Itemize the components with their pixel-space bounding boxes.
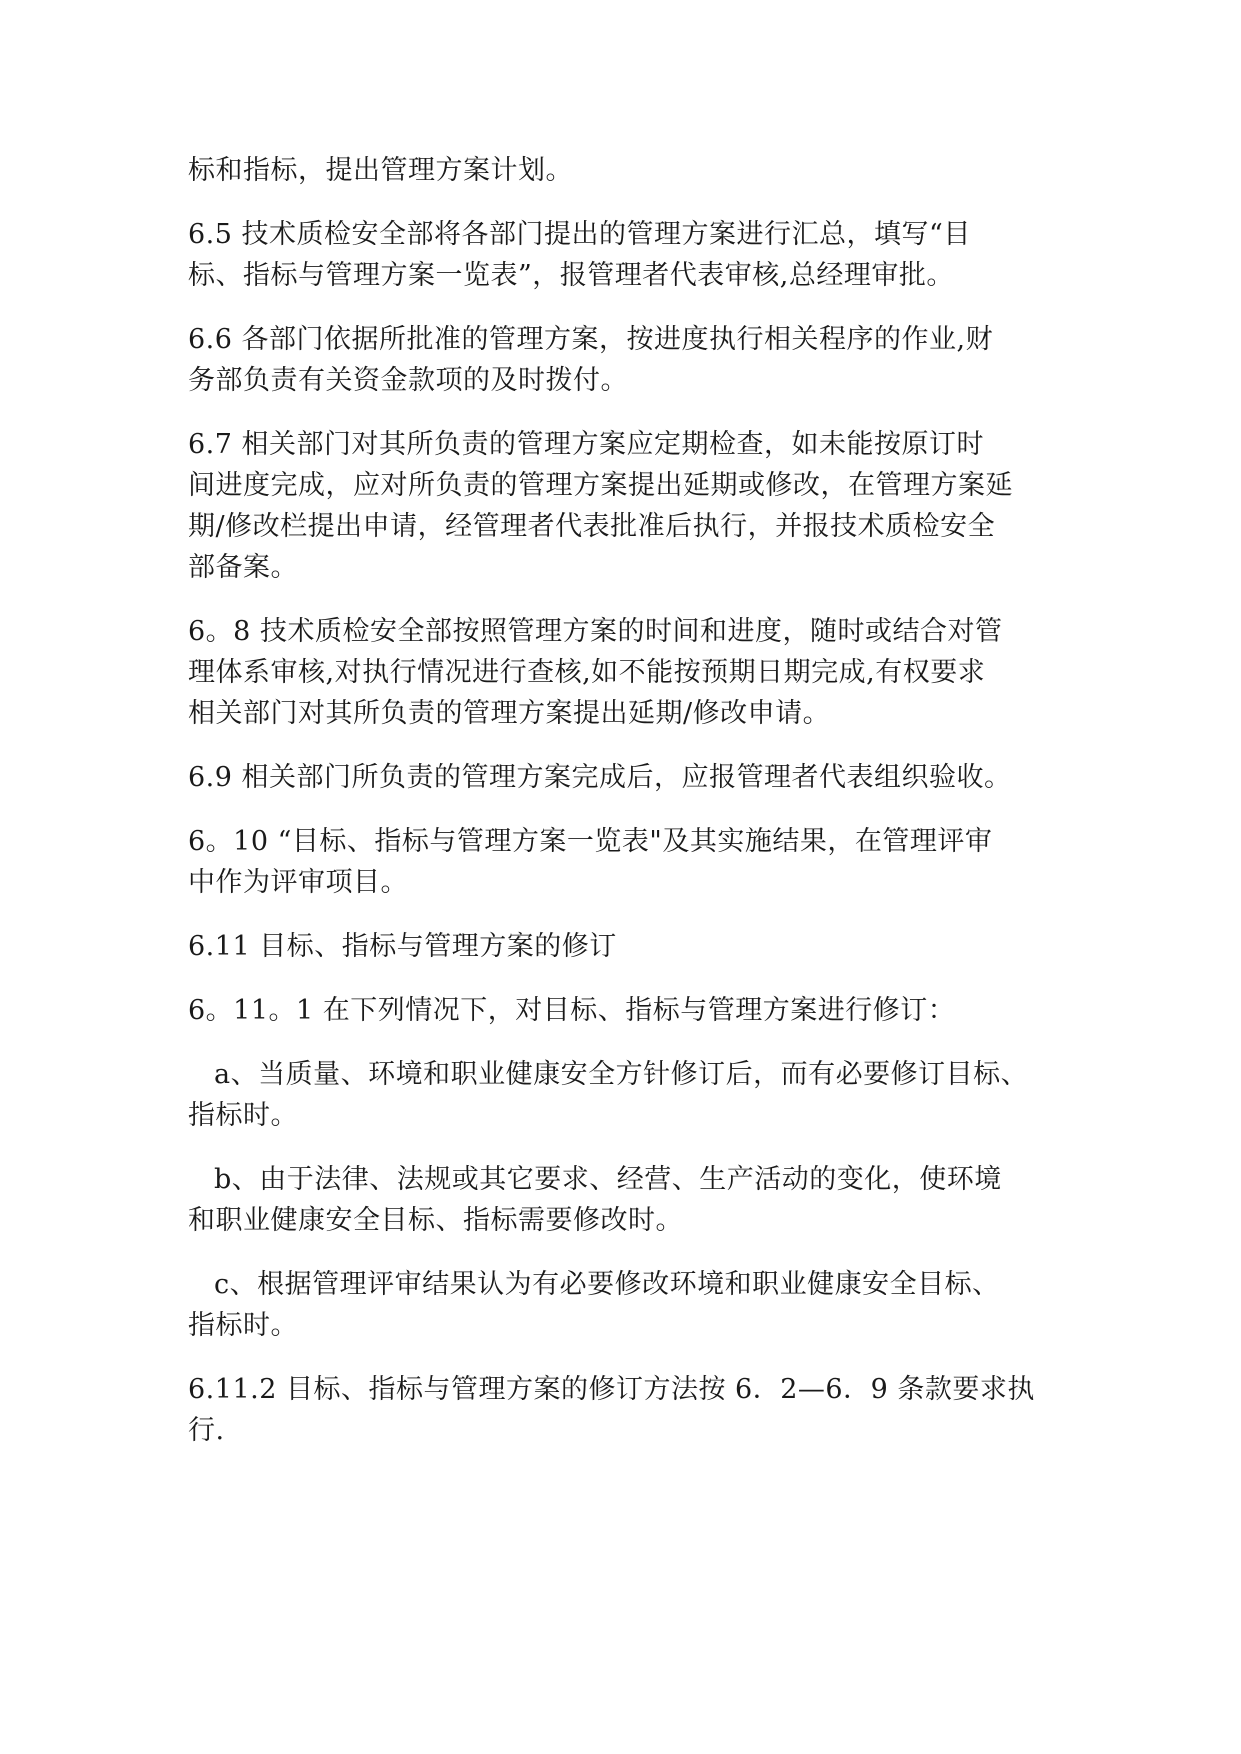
text-line: 6.5 技术质检安全部将各部门提出的管理方案进行汇总，填写“目 — [188, 219, 971, 250]
text-line: 6.7 相关部门对其所负责的管理方案应定期检查，如未能按原订时 — [188, 429, 985, 460]
text-line: 理体系审核,对执行情况进行查核,如不能按预期日期完成,有权要求 — [188, 657, 986, 688]
paragraph-6-6 — [188, 319, 1058, 401]
list-item-b — [188, 1159, 1058, 1241]
text-line: 间进度完成，应对所负责的管理方案提出延期或修改，在管理方案延 — [188, 470, 1013, 501]
text-line: 指标时。 — [188, 1100, 298, 1131]
paragraph-6-11-1 — [188, 990, 1058, 1031]
text-line: 标、指标与管理方案一览表”，报管理者代表审核,总经理审批。 — [188, 260, 954, 291]
paragraph-6-7 — [188, 424, 1058, 588]
text-line: 中作为评审项目。 — [188, 867, 408, 898]
text-line: b、由于法律、法规或其它要求、经营、生产活动的变化，使环境 — [214, 1164, 1002, 1195]
text-line: 6。8 技术质检安全部按照管理方案的时间和进度，随时或结合对管 — [188, 616, 1003, 647]
list-item-a — [188, 1054, 1058, 1136]
list-item-c — [188, 1264, 1058, 1346]
text-line: 6.6 各部门依据所批准的管理方案，按进度执行相关程序的作业,财 — [188, 324, 994, 355]
section-heading-6-11 — [188, 926, 1058, 967]
paragraph-6-4-continuation — [188, 150, 1058, 191]
text-line: 行. — [188, 1415, 225, 1446]
text-line: 部备案。 — [188, 552, 298, 583]
paragraph-6-5 — [188, 214, 1058, 296]
text-line: 相关部门对其所负责的管理方案提出延期/修改申请。 — [188, 698, 831, 729]
text-line: 指标时。 — [188, 1310, 298, 1341]
text-line: a、当质量、环境和职业健康安全方针修订后，而有必要修订目标、 — [214, 1059, 1029, 1090]
text-line: 标和指标，提出管理方案计划。 — [188, 155, 573, 186]
paragraph-6-9 — [188, 757, 1058, 798]
text-line: 6。11。1 在下列情况下，对目标、指标与管理方案进行修订： — [188, 995, 956, 1026]
paragraph-6-10 — [188, 821, 1058, 903]
text-line: 6.11.2 目标、指标与管理方案的修订方法按 6．2—6．9 条款要求执 — [188, 1374, 1035, 1405]
text-line: 期/修改栏提出申请，经管理者代表批准后执行，并报技术质检安全 — [188, 511, 996, 542]
text-line: 务部负责有关资金款项的及时拨付。 — [188, 365, 628, 396]
document-page — [188, 150, 1058, 1474]
text-line: c、根据管理评审结果认为有必要修改环境和职业健康安全目标、 — [214, 1269, 1000, 1300]
text-line: 6。10 “目标、指标与管理方案一览表"及其实施结果，在管理评审 — [188, 826, 993, 857]
text-line: 6.11 目标、指标与管理方案的修订 — [188, 931, 617, 962]
text-line: 6.9 相关部门所负责的管理方案完成后，应报管理者代表组织验收。 — [188, 762, 1012, 793]
paragraph-6-8 — [188, 611, 1058, 734]
paragraph-6-11-2 — [188, 1369, 1058, 1451]
text-line: 和职业健康安全目标、指标需要修改时。 — [188, 1205, 683, 1236]
